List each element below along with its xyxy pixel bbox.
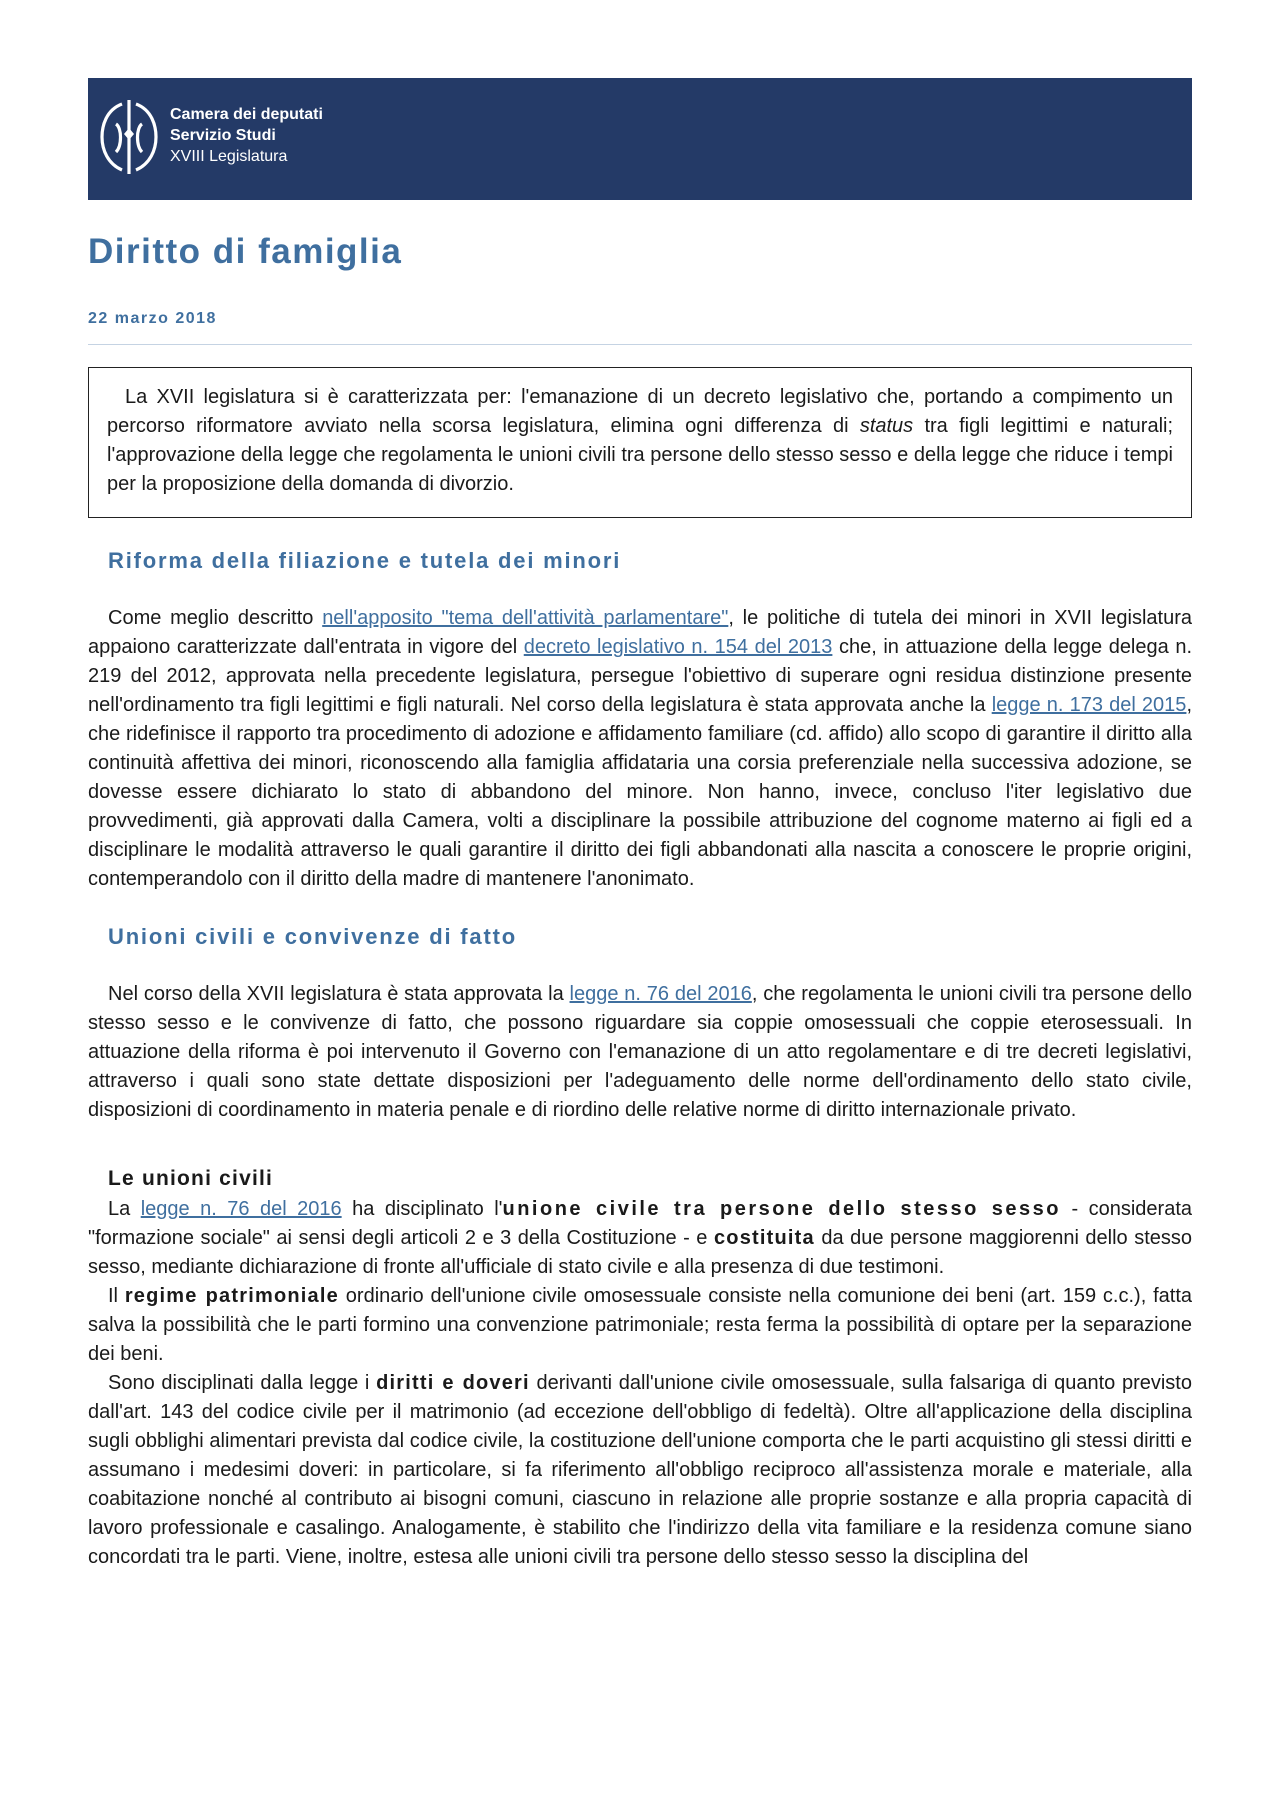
section-heading-filiazione: Riforma della filiazione e tutela dei minori <box>108 548 622 573</box>
unioni-civili-p1 <box>88 1195 1192 1282</box>
page <box>88 78 1192 1572</box>
text-span: che, in attuazione della legge delega n. 219 del 2012, approvata nella precedente legislatura, persegue l'obiettivo di superare ogni residua distinzione presente nell'ordinamento tra figli legittimi e figli naturali. Nel corso della legislatura è stata approvata anche la <box>88 636 1193 716</box>
section-heading-unioni: Unioni civili e convivenze di fatto <box>108 924 517 949</box>
subheading-unioni-civili: Le unioni civili <box>108 1167 274 1190</box>
bold-term: diritti e doveri <box>376 1372 530 1394</box>
text-span: Come meglio descritto <box>108 607 323 629</box>
abstract-emphasis: status <box>859 415 914 437</box>
abstract-box <box>88 367 1192 518</box>
text-span: Sono disciplinati dalla legge i <box>108 1372 377 1394</box>
header-line-2: Servizio Studi <box>170 127 276 144</box>
text-span: Il <box>108 1285 125 1307</box>
text-span: La <box>108 1198 141 1220</box>
text-span: , le politiche di tutela dei minori in XVII legislatura appaiono caratterizzate dall'entrata in vigore del <box>88 607 1192 658</box>
text-span: ordinario dell'unione civile omosessuale consiste nella comunione dei beni (art. 159 c.c.), fatta salva la possibilità che le parti formino una convenzione patrimoniale; resta ferma la possibilità di optare per la separazione dei beni. <box>88 1285 1192 1365</box>
header-line-1: Camera dei deputati <box>170 106 323 123</box>
bold-term: regime patrimoniale <box>124 1285 339 1307</box>
section-filiazione-text <box>88 604 1192 894</box>
unioni-civili-p2 <box>88 1282 1192 1369</box>
header-line-3: XVIII Legislatura <box>170 148 288 165</box>
text-span: , che ridefinisce il rapporto tra procedimento di adozione e affidamento familiare (cd. affido) allo scopo di garantire il diritto alla continuità affettiva dei minori, riconoscendo alla famiglia affidataria una corsia preferenziale nella successiva adozione, se dovesse essere dichiarato lo stato di abbandono del minore. Non hanno, invece, concluso l'iter legislativo due provvedimenti, già approvati dalla Camera, volti a disciplinare la possibile attribuzione del cognome materno ai figli ed a disciplinare le modalità attraverso le quali garantire il diritto dei figli abbandonati alla nascita a conoscere le proprie origini, contemperandolo con il diritto della madre di mantenere l'anonimato. <box>88 694 1192 890</box>
publication-date: 22 marzo 2018 <box>88 310 217 327</box>
text-span: , che regolamenta le unioni civili tra persone dello stesso sesso e le convivenze di fatto, che possono riguardare sia coppie omosessuali che coppie eterosessuali. In attuazione della riforma è poi intervenuto il Governo con l'emanazione di un atto regolamentare e di tre decreti legislativi, attraverso i quali sono state dettate disposizioni per l'adeguamento delle norme dell'ordinamento dello stato civile, disposizioni di coordinamento in materia penale e di riordino delle relative norme di diritto internazionale privato. <box>88 983 1192 1121</box>
bold-term: unione civile tra persone dello stesso sesso <box>502 1198 1062 1220</box>
text-span: Nel corso della XVII legislatura è stata approvata la <box>108 983 570 1005</box>
link-tema-attivita[interactable]: nell'apposito "tema dell'attività parlamentare" <box>322 607 729 629</box>
section-unioni-text <box>88 980 1192 1125</box>
divider <box>88 344 1192 345</box>
link-legge-76-2016[interactable]: legge n. 76 del 2016 <box>569 983 752 1005</box>
link-legge-76-2016-b[interactable]: legge n. 76 del 2016 <box>140 1198 342 1220</box>
header-banner <box>88 78 1192 200</box>
text-span: derivanti dall'unione civile omosessuale, sulla falsariga di quanto previsto dall'art. 143 del codice civile per il matrimonio (ad eccezione dell'obbligo di fedeltà). Oltre all'applicazione della disciplina sugli obblighi alimentari prevista dal codice civile, la costituzione dell'unione comporta che le parti acquistino gli stessi diritti e assumano i medesimi doveri: in particolare, si fa riferimento all'obbligo reciproco all'assistenza morale e materiale, alla coabitazione nonché al contributo ai bisogni comuni, ciascuno in relazione alle proprie sostanze e alla propria capacità di lavoro professionale e casalingo. Analogamente, è stabilito che l'indirizzo della vita familiare e la residenza comune siano concordati tra le parti. Viene, inoltre, estesa alle unioni civili tra persone dello stesso sesso la disciplina del <box>88 1372 1192 1568</box>
camera-logo-icon <box>98 94 160 180</box>
text-span: - considerata "formazione sociale" ai sensi degli articoli 2 e 3 della Costituzione - e <box>88 1198 1193 1249</box>
text-span: ha disciplinato l' <box>341 1198 503 1220</box>
page-title: Diritto di famiglia <box>88 232 403 271</box>
unioni-civili-p3 <box>88 1369 1192 1572</box>
link-legge-173-2015[interactable]: legge n. 173 del 2015 <box>991 694 1187 716</box>
text-span: da due persone maggiorenni dello stesso sesso, mediante dichiarazione di fronte all'ufficiale di stato civile e alla presenza di due testimoni. <box>88 1227 1193 1278</box>
abstract-text-end: tra figli legittimi e naturali; l'approvazione della legge che regolamenta le unioni civili tra persone dello stesso sesso e della legge che riduce i tempi per la proposizione della domanda di divorzio. <box>107 415 1174 495</box>
bold-term: costituita <box>713 1227 815 1249</box>
link-dlgs-154-2013[interactable]: decreto legislativo n. 154 del 2013 <box>523 636 833 658</box>
abstract-text: La XVII legislatura si è caratterizzata per: l'emanazione di un decreto legislativo che, portando a compimento un percorso riformatore avviato nella scorsa legislatura, elimina ogni differenza di <box>107 386 1173 437</box>
